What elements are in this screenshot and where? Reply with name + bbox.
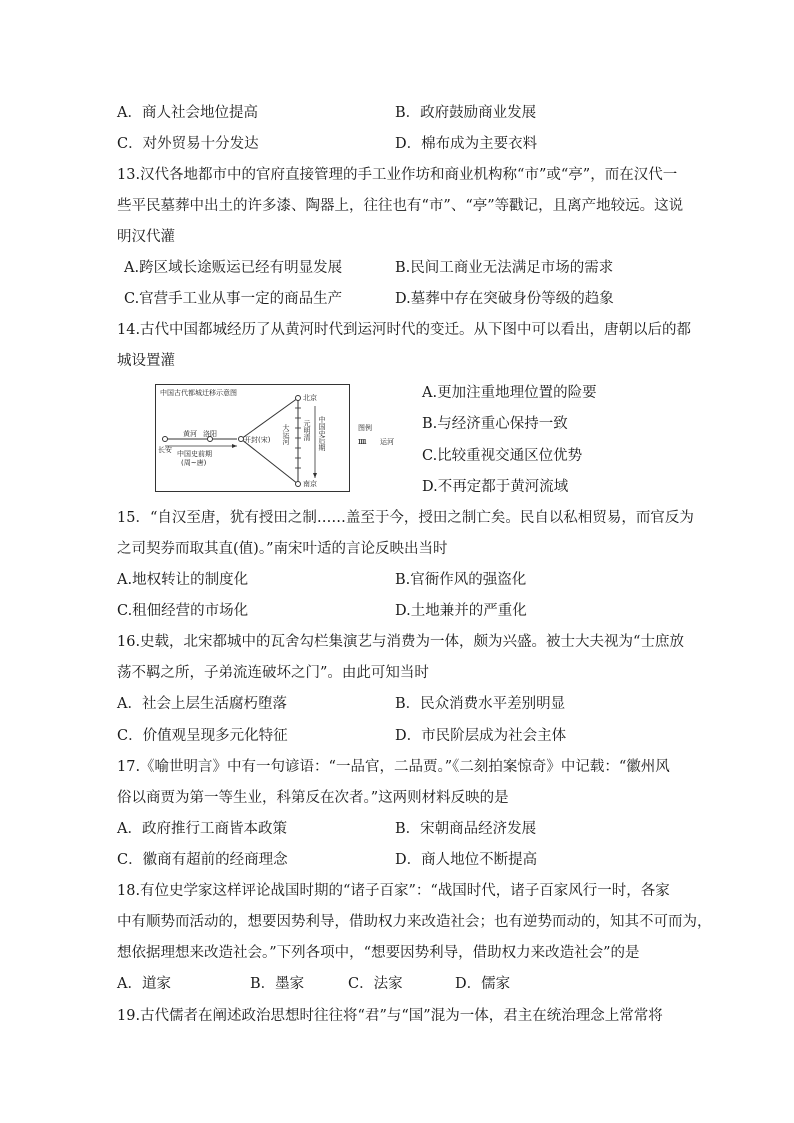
q12-option-d: D．棉布成为主要衣料 bbox=[395, 136, 538, 152]
q14-option-a: A.更加注重地理位置的险要 bbox=[422, 385, 597, 401]
q17-option-b: B．宋朝商品经济发展 bbox=[395, 821, 537, 837]
changan-dot bbox=[163, 437, 168, 442]
q13-stem-line1: 13.汉代各地都市中的官府直接管理的手工业作坊和商业机构称“市”或“亭”，而在汉代一 bbox=[117, 167, 678, 183]
q16-option-a: A．社会上层生活腐朽堕落 bbox=[117, 696, 287, 712]
early-period-sub: (周~唐) bbox=[181, 459, 207, 467]
q18-stem-line2: 中有顺势而活动的，想要因势利导，借助权力来改造社会；也有逆势而动的，知其不可而为， bbox=[117, 914, 712, 930]
q16-option-d: D．市民阶层成为社会主体 bbox=[395, 728, 567, 744]
q17-stem-line1: 17.《喻世明言》中有一句谚语：“一品官，二品贾。”《二刻拍案惊奇》中记载：“徽州风 bbox=[117, 759, 670, 775]
q14-stem-line2: 城设置灌 bbox=[117, 353, 175, 369]
beijing-dot bbox=[296, 396, 301, 401]
q18-option-d: D．儒家 bbox=[455, 976, 511, 992]
q15-stem-line1: 15．“自汉至唐，犹有授田之制……盖至于今，授田之制亡矣。民自以私相贸易，而官反为 bbox=[117, 510, 694, 526]
q13-stem-line3: 明汉代灌 bbox=[117, 229, 175, 245]
capital-migration-diagram bbox=[155, 384, 350, 492]
q18-stem-line1: 18.有位史学家这样评论战国时期的“诸子百家”：“战国时代，诸子百家风行一时，各家 bbox=[117, 883, 670, 899]
q16-option-b: B．民众消费水平差别明显 bbox=[395, 696, 566, 712]
map-legend-canal-symbol: ıııı bbox=[358, 437, 366, 447]
q14-option-b: B.与经济重心保持一致 bbox=[422, 416, 568, 432]
kaifeng-dot bbox=[239, 437, 244, 442]
q17-stem-line2: 俗以商贾为第一等生业，科第反在次者。”这两则材料反映的是 bbox=[117, 790, 509, 806]
q15-option-c: C.租佃经营的市场化 bbox=[117, 603, 249, 619]
q15-stem-line2: 之司契券而取其直(值)。”南宋叶适的言论反映出当时 bbox=[117, 541, 448, 557]
q15-option-b: B.官衙作风的强盗化 bbox=[395, 572, 527, 588]
map-title: 中国古代都城迁移示意图 bbox=[160, 389, 237, 397]
dynasties-label: 元明清 bbox=[303, 420, 311, 441]
q17-option-d: D．商人地位不断提高 bbox=[395, 852, 538, 868]
changan-label: 长安 bbox=[158, 446, 172, 454]
q18-option-b: B．墨家 bbox=[250, 976, 305, 992]
q14-option-d: D.不再定都于黄河流域 bbox=[422, 479, 569, 495]
huanghe-label: 黄河 bbox=[183, 430, 197, 438]
late-period-label: 中国史后期 bbox=[318, 416, 326, 451]
q15-option-d: D.土地兼并的严重化 bbox=[395, 603, 527, 619]
early-period-label: 中国史前期 bbox=[177, 450, 212, 458]
q12-option-a: A．商人社会地位提高 bbox=[117, 105, 258, 121]
q13-option-a: A.跨区域长途贩运已经有明显发展 bbox=[124, 260, 343, 276]
map-legend-title: 图例 bbox=[358, 424, 372, 432]
grand-canal-label: 大运河 bbox=[282, 424, 290, 445]
nanjing-label: 南京 bbox=[303, 480, 317, 488]
nanjing-dot bbox=[296, 482, 301, 487]
q16-stem-line2: 荡不羁之所，子弟流连破坏之门”。由此可知当时 bbox=[117, 665, 429, 681]
q14-option-c: C.比较重视交通区位优势 bbox=[422, 448, 583, 464]
q13-option-b: B.民间工商业无法满足市场的需求 bbox=[395, 260, 614, 276]
q13-option-d: D.墓葬中存在突破身份等级的趋象 bbox=[395, 291, 614, 307]
q17-option-a: A．政府推行工商皆本政策 bbox=[117, 821, 287, 837]
map-legend-canal-label: 运河 bbox=[380, 438, 394, 446]
q17-option-c: C．徽商有超前的经商理念 bbox=[117, 852, 288, 868]
luoyang-label: 洛阳 bbox=[203, 430, 217, 438]
q16-stem-line1: 16.史载，北宋都城中的瓦舍勾栏集演艺与消费为一体，颇为兴盛。被士大夫视为“士庶放 bbox=[117, 634, 684, 650]
q18-option-a: A．道家 bbox=[117, 976, 171, 992]
capital-migration-map bbox=[155, 384, 350, 492]
q13-option-c: C.官营手工业从事一定的商品生产 bbox=[124, 291, 343, 307]
q16-option-c: C．价值观呈现多元化特征 bbox=[117, 728, 288, 744]
beijing-label: 北京 bbox=[303, 394, 317, 402]
q19-stem-line1: 19.古代儒者在阐述政治思想时往往将“君”与“国”混为一体，君主在统治理念上常常将 bbox=[117, 1008, 663, 1024]
kaifeng-label: 开封(宋) bbox=[244, 436, 271, 444]
q18-option-c: C．法家 bbox=[348, 976, 403, 992]
q15-option-a: A.地权转让的制度化 bbox=[117, 572, 249, 588]
q13-stem-line2: 些平民墓葬中出土的许多漆、陶器上，往往也有“市”、“亭”等戳记，且离产地较远。这说 bbox=[117, 198, 684, 214]
q12-option-c: C．对外贸易十分发达 bbox=[117, 136, 259, 152]
q12-option-b: B．政府鼓励商业发展 bbox=[395, 105, 537, 121]
q18-stem-line3: 想依据理想来改造社会。”下列各项中，“想要因势利导，借助权力来改造社会”的是 bbox=[117, 945, 640, 961]
q14-stem-line1: 14.古代中国都城经历了从黄河时代到运河时代的变迁。从下图中可以看出，唐朝以后的都 bbox=[117, 322, 692, 338]
